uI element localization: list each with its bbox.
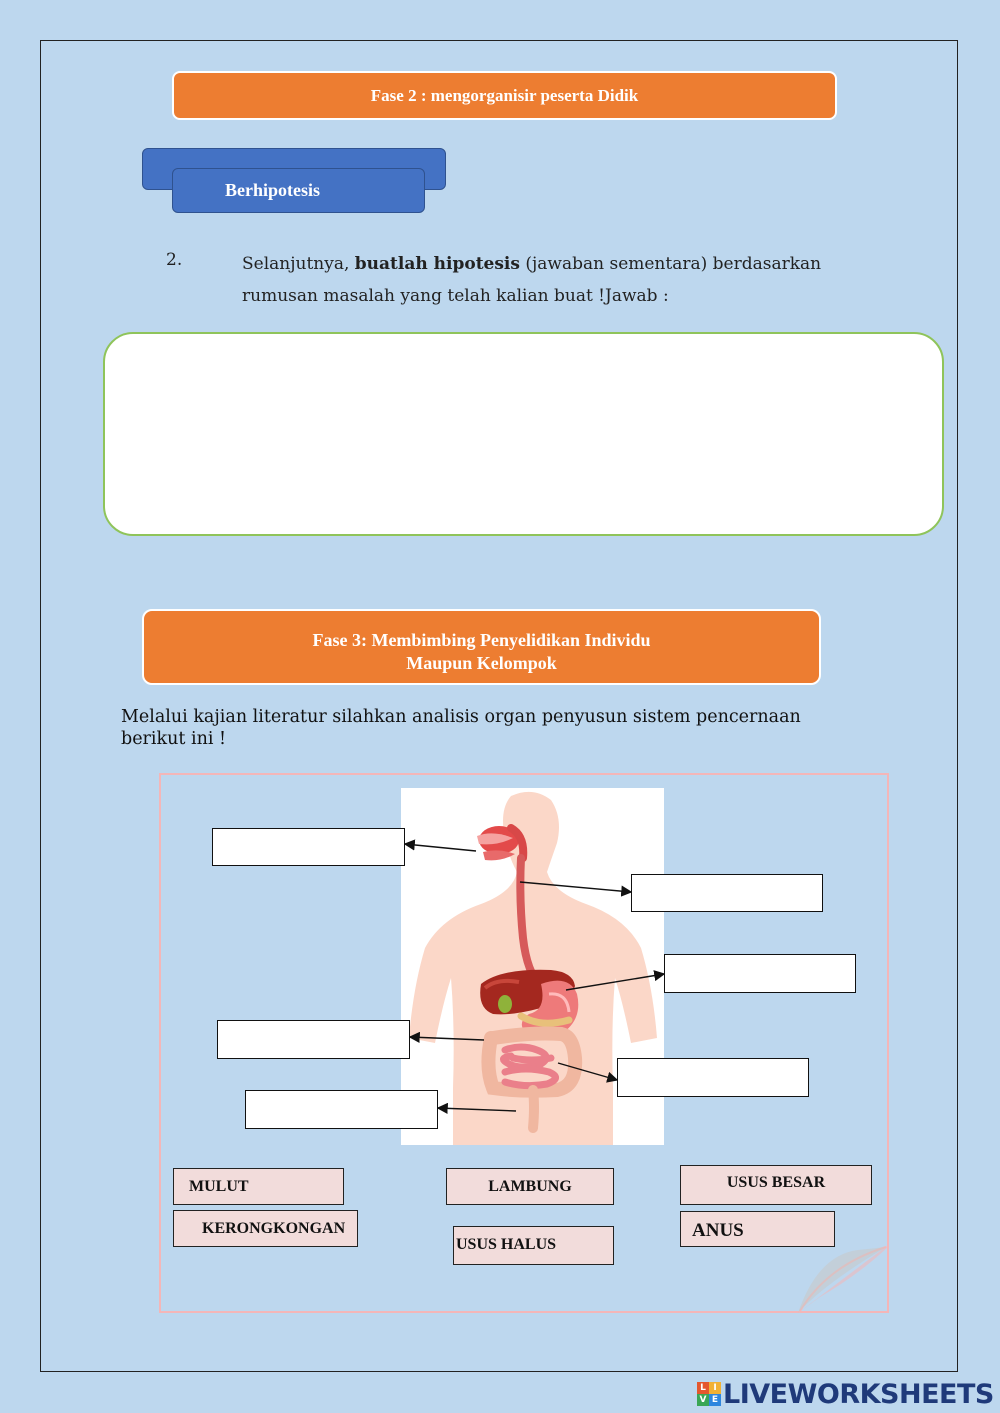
- hypothesis-answer-field[interactable]: [103, 332, 944, 536]
- word-card-usus-halus[interactable]: USUS HALUS: [453, 1226, 614, 1265]
- word-card-usus-besar[interactable]: USUS BESAR: [680, 1165, 872, 1205]
- word-card-anus[interactable]: ANUS: [680, 1211, 835, 1247]
- fase3-banner: [142, 609, 821, 685]
- logo-letter-l: L: [697, 1382, 709, 1394]
- hypothesis-tag-label: Berhipotesis: [225, 180, 321, 200]
- fase2-title: Fase 2 : mengorganisir peserta Didik: [370, 86, 639, 105]
- liveworksheets-brand-text: LIVEWORKSHEETS: [723, 1378, 994, 1410]
- word-card-mulut[interactable]: MULUT: [173, 1168, 344, 1205]
- logo-letter-i: I: [709, 1382, 721, 1394]
- liveworksheets-logo-icon: [697, 1382, 721, 1406]
- word-card-lambung[interactable]: LAMBUNG: [446, 1168, 614, 1205]
- instruction-text: Melalui kajian literatur silahkan analisis organ penyusun sistem pencernaan berikut ini !: [121, 707, 801, 749]
- question-text-post: (jawaban sementara) berdasarkan rumusan masalah yang telah kalian buat !Jawab :: [242, 254, 822, 306]
- logo-letter-v: V: [697, 1394, 709, 1406]
- word-card-kerongkongan[interactable]: KERONGKONGAN: [173, 1210, 358, 1247]
- logo-letter-e: E: [709, 1394, 721, 1406]
- label-box-large-intestine[interactable]: [217, 1020, 410, 1059]
- label-box-mouth[interactable]: [212, 828, 405, 866]
- question-text: [242, 248, 862, 312]
- label-box-anus[interactable]: [245, 1090, 438, 1129]
- fase2-banner: [172, 71, 837, 120]
- label-box-small-intestine[interactable]: [617, 1058, 809, 1097]
- label-box-esophagus[interactable]: [631, 874, 823, 912]
- label-box-stomach[interactable]: [664, 954, 856, 993]
- question-text-bold: buatlah hipotesis: [354, 254, 520, 274]
- fase3-title-line1: Fase 3: Membimbing Penyelidikan Individu: [312, 630, 651, 650]
- hypothesis-tag: [172, 168, 425, 213]
- question-text-pre: Selanjutnya,: [242, 254, 355, 274]
- liveworksheets-logo: [697, 1378, 994, 1410]
- fase3-title-line2: Maupun Kelompok: [406, 653, 557, 673]
- question-number: 2.: [166, 250, 183, 270]
- page-curl-icon: [798, 1245, 888, 1313]
